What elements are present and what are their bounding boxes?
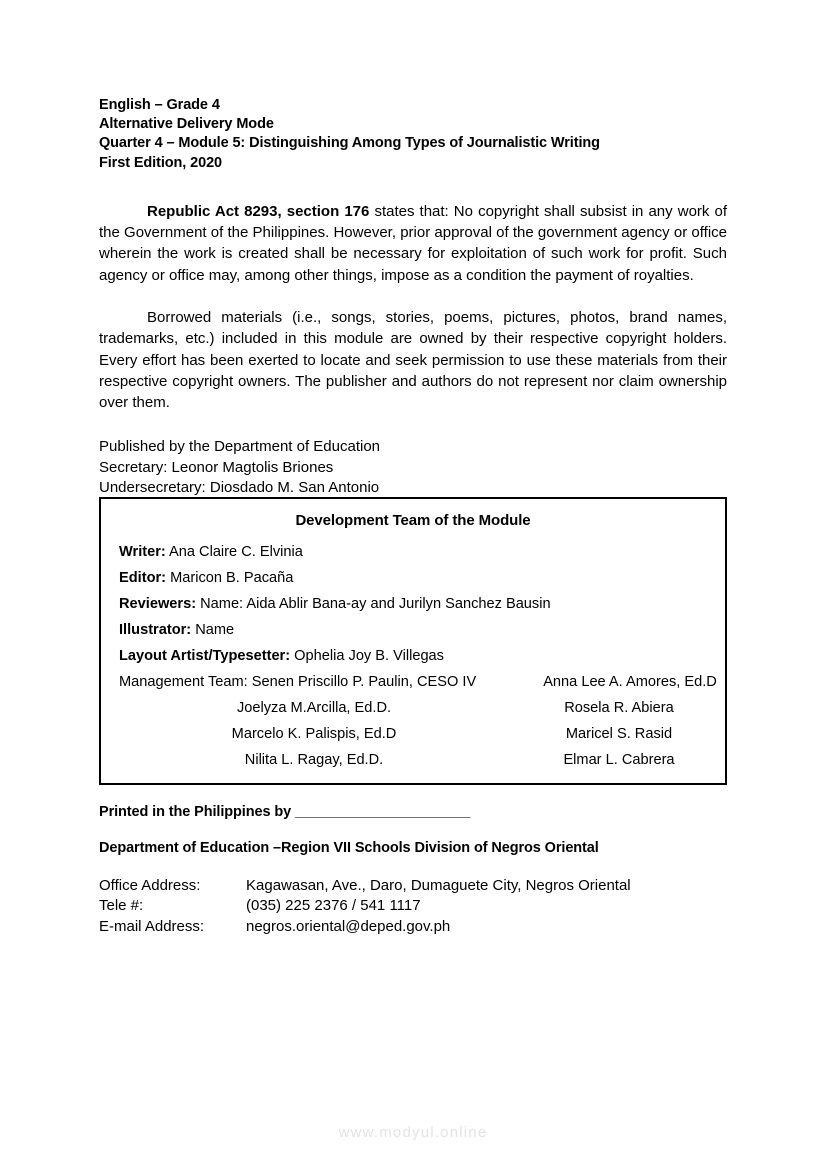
- devrow-editor-label: Editor:: [119, 570, 167, 586]
- development-team-rows: [101, 539, 725, 773]
- management-member-amores: Anna Lee A. Amores, Ed.D: [543, 674, 717, 690]
- publisher-block: [99, 437, 727, 498]
- department-region-line: Department of Education –Region VII Schools Division of Negros Oriental: [99, 840, 599, 856]
- devrow-illustrator-value: Name: [191, 622, 235, 638]
- document-content: [99, 96, 727, 498]
- email-label: E-mail Address:: [99, 917, 205, 935]
- office-address-label: Office Address:: [99, 877, 201, 894]
- devrow-writer-value: Ana Claire C. Elvinia: [165, 544, 303, 560]
- republic-act-body: states that: No copyright shall subsist in any work of the Government of the Philippines. However, prior approval of the government agency or office wherein the work is created shall be necessary for exploitation of such work for profit. Such agency or office may, among other things, impose as a condition the payment of royalties.: [99, 202, 727, 284]
- devrow-layout-artist: [119, 643, 725, 669]
- management-member-abiera: Rosela R. Abiera: [564, 700, 674, 716]
- masthead-delivery-mode: Alternative Delivery Mode: [99, 116, 274, 133]
- management-row-palispis-rasid: [119, 721, 725, 747]
- republic-act-lead: Republic Act 8293, section 176: [147, 202, 370, 220]
- devrow-illustrator-label: Illustrator:: [119, 622, 192, 638]
- devrow-editor: [119, 565, 725, 591]
- masthead-quarter-module: Quarter 4 – Module 5: Distinguishing Among Types of Journalistic Writing: [99, 135, 600, 152]
- secretary-line: Secretary: Leonor Magtolis Briones: [99, 458, 334, 476]
- copyright-paragraph-republic-act: [99, 201, 727, 286]
- management-row-arcilla-abiera: [119, 695, 725, 721]
- management-row-ragay-cabrera: [119, 747, 725, 773]
- devrow-management-team-label: Management Team:: [119, 674, 248, 690]
- devrow-editor-value: Maricon B. Pacaña: [166, 570, 294, 586]
- masthead-edition: First Edition, 2020: [99, 154, 222, 171]
- devrow-management-team-value: Senen Priscillo P. Paulin, CESO IV: [247, 674, 477, 690]
- devrow-layout-artist-value: Ophelia Joy B. Villegas: [290, 648, 444, 664]
- site-watermark: www.modyul.online: [338, 1124, 488, 1141]
- module-masthead: [99, 96, 727, 173]
- management-member-palispis: Marcelo K. Palispis, Ed.D: [231, 726, 397, 742]
- devrow-reviewers-label: Reviewers:: [119, 596, 197, 612]
- devrow-reviewers: [119, 591, 725, 617]
- devrow-writer-label: Writer:: [119, 544, 166, 560]
- development-team-title: Development Team of the Module: [295, 512, 531, 529]
- devrow-management-team: [119, 669, 725, 695]
- management-member-rasid: Maricel S. Rasid: [565, 726, 673, 742]
- management-member-ragay: Nilita L. Ragay, Ed.D.: [244, 752, 384, 768]
- undersecretary-line: Undersecretary: Diosdado M. San Antonio: [99, 479, 380, 497]
- devrow-management-team-left: [119, 669, 476, 695]
- management-member-cabrera: Elmar L. Cabrera: [563, 752, 675, 768]
- printed-in-philippines-line: Printed in the Philippines by ______________________: [99, 804, 471, 820]
- masthead-subject-grade: English – Grade 4: [99, 97, 220, 113]
- office-address-value: Kagawasan, Ave., Daro, Dumaguete City, Negros Oriental: [246, 877, 631, 894]
- telephone-label: Tele #:: [99, 897, 144, 915]
- copyright-paragraph-borrowed-materials: Borrowed materials (i.e., songs, stories, poems, pictures, photos, brand names, trademarks, etc.) included in this module are owned by their respective copyright holders. Every effort has been exerted to locate and seek permission to use these materials from their respective copyright owners. The publisher and authors do not represent nor claim ownership over them.: [99, 309, 727, 412]
- management-member-arcilla: Joelyza M.Arcilla, Ed.D.: [236, 700, 392, 716]
- development-team-box: [99, 497, 727, 785]
- devrow-layout-artist-label: Layout Artist/Typesetter:: [119, 648, 291, 664]
- email-value: negros.oriental@deped.gov.ph: [246, 917, 451, 935]
- telephone-value: (035) 225 2376 / 541 1117: [246, 897, 421, 915]
- devrow-illustrator: [119, 617, 725, 643]
- published-by-line: Published by the Department of Education: [99, 438, 381, 456]
- devrow-writer: [119, 539, 725, 565]
- devrow-reviewers-value: Name: Aida Ablir Bana-ay and Jurilyn Sanchez Bausin: [196, 596, 551, 612]
